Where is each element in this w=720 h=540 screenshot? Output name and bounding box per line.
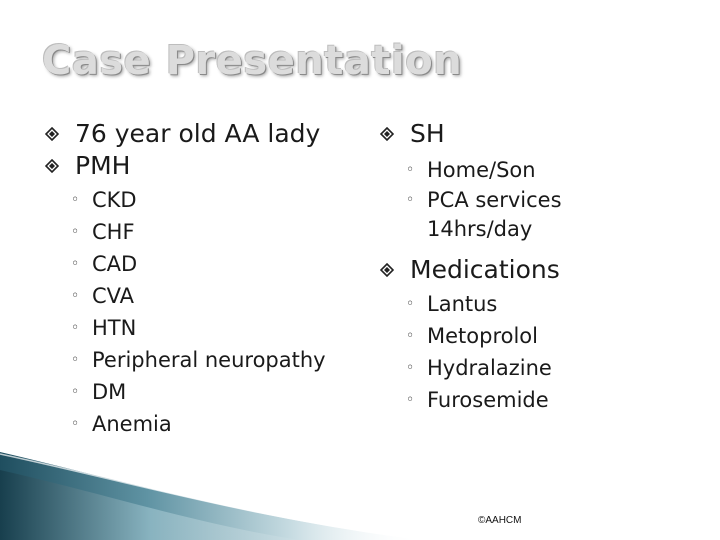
ring-bullet-icon: ◦ [406,360,415,376]
pmh-item: ◦ CAD [45,248,365,280]
ring-bullet-icon: ◦ [71,384,80,400]
page-title: Case Presentation [42,38,463,84]
pmh-list [45,184,365,440]
ring-bullet-icon: ◦ [406,392,415,408]
ring-bullet-icon: ◦ [406,328,415,344]
ring-bullet-icon: ◦ [406,296,415,312]
medication-item: ◦ Hydralazine [380,352,700,384]
right-column [380,118,700,416]
sh-list [380,154,700,244]
pmh-item: ◦ Peripheral neuropathy [45,344,365,376]
pmh-item: ◦ CHF [45,216,365,248]
copyright-footer: ©AAHCM [478,515,522,526]
pmh-item: ◦ CKD [45,184,365,216]
medication-item: ◦ Furosemide [380,384,700,416]
bullet-patient-text: 76 year old AA lady [75,119,321,148]
bullet-medications-text: Medications [410,255,560,284]
sh-item: ◦ Home/Son [380,154,700,186]
ring-bullet-icon: ◦ [71,352,80,368]
diamond-bullet-icon [380,263,394,277]
pmh-item: ◦ DM [45,376,365,408]
diamond-bullet-icon [380,127,394,141]
medication-item: ◦ Lantus [380,288,700,320]
ring-bullet-icon: ◦ [71,320,80,336]
bullet-sh [380,118,700,150]
ring-bullet-icon: ◦ [71,256,80,272]
medication-item: ◦ Metoprolol [380,320,700,352]
decorative-swoosh [0,440,720,540]
medications-list [380,288,700,416]
pmh-item: ◦ Anemia [45,408,365,440]
bullet-sh-text: SH [410,119,445,148]
pmh-item: ◦ CVA [45,280,365,312]
bullet-pmh [45,150,365,182]
ring-bullet-icon: ◦ [71,224,80,240]
ring-bullet-icon: ◦ [406,192,415,208]
ring-bullet-icon: ◦ [71,416,80,432]
ring-bullet-icon: ◦ [406,162,415,178]
bullet-pmh-text: PMH [75,151,131,180]
bullet-patient [45,118,365,150]
left-column [45,118,365,440]
bullet-medications [380,254,700,286]
pmh-item: ◦ HTN [45,312,365,344]
sh-item: ◦ PCA services 14hrs/day [406,188,562,241]
ring-bullet-icon: ◦ [71,288,80,304]
diamond-bullet-icon [45,159,59,173]
diamond-bullet-icon [45,127,59,141]
ring-bullet-icon: ◦ [71,192,80,208]
